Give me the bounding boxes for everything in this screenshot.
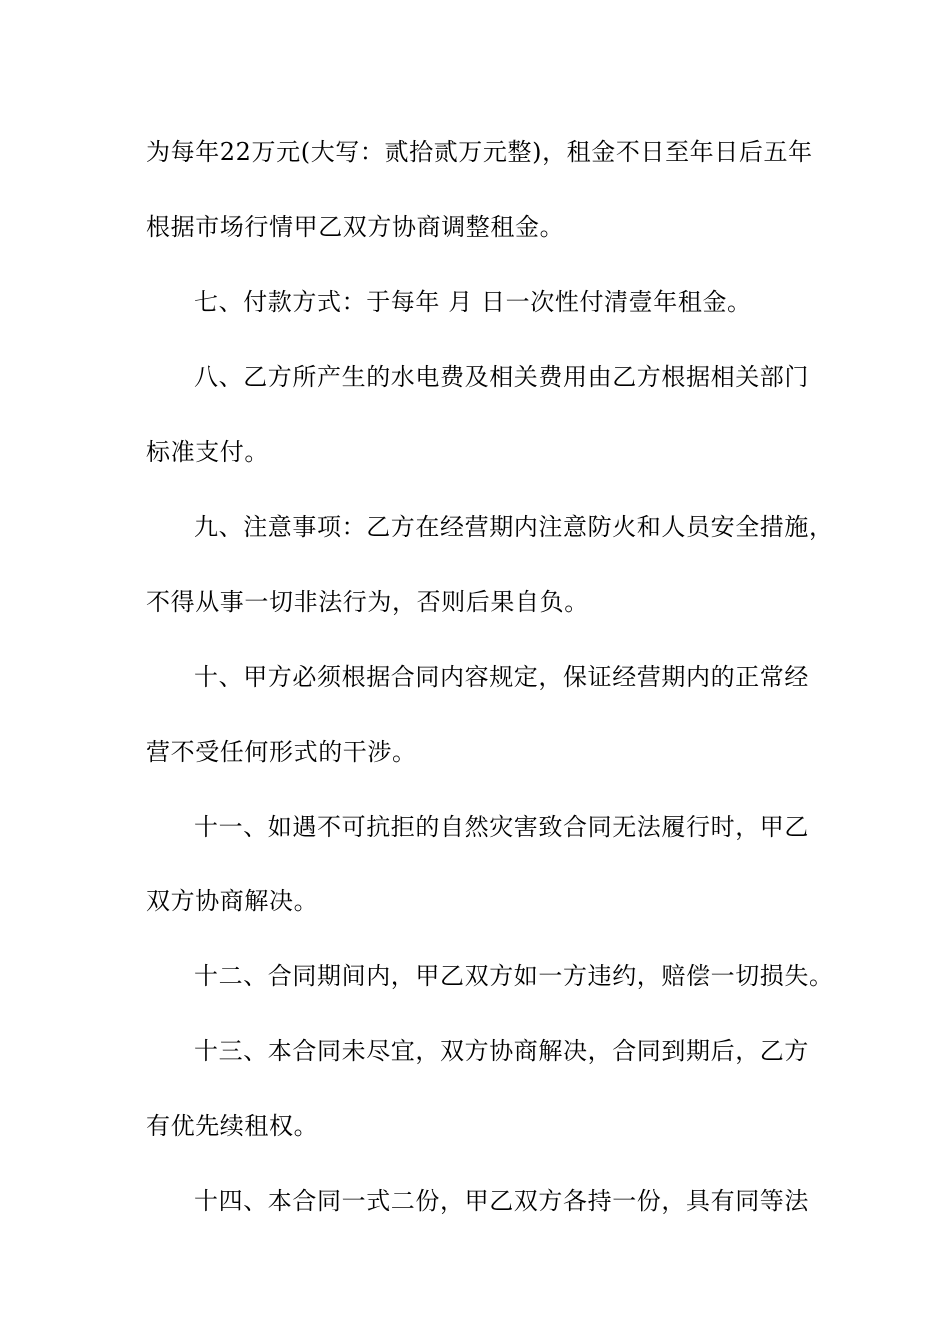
clause-8-line-2: 标准支付。 — [146, 438, 269, 466]
clause-9-line-2: 不得从事一切非法行为，否则后果自负。 — [146, 588, 589, 616]
clause-7-line-1: 七、付款方式：于每年 月 日一次性付清壹年租金。 — [194, 288, 752, 316]
text-line-1: 为每年22万元(大写：贰拾贰万元整)，租金不日至年日后五年 — [146, 138, 813, 166]
clause-10-line-1: 十、甲方必须根据合同内容规定，保证经营期内的正常经 — [194, 663, 809, 691]
clause-14-line-1: 十四、本合同一式二份，甲乙双方各持一份，具有同等法 — [194, 1187, 809, 1215]
clause-11-line-2: 双方协商解决。 — [146, 887, 319, 915]
clause-13-line-2: 有优先续租权。 — [146, 1112, 319, 1140]
text-line-2: 根据市场行情甲乙双方协商调整租金。 — [146, 213, 565, 241]
clause-13-line-1: 十三、本合同未尽宜，双方协商解决，合同到期后，乙方 — [194, 1037, 809, 1065]
clause-8-line-1: 八、乙方所产生的水电费及相关费用由乙方根据相关部门 — [194, 363, 809, 391]
clause-12-line-1: 十二、合同期间内，甲乙双方如一方违约，赔偿一切损失。 — [194, 962, 834, 990]
clause-9-line-1: 九、注意事项：乙方在经营期内注意防火和人员安全措施， — [194, 513, 834, 541]
clause-11-line-1: 十一、如遇不可抗拒的自然灾害致合同无法履行时，甲乙 — [194, 813, 809, 841]
clause-10-line-2: 营不受任何形式的干涉。 — [146, 738, 417, 766]
